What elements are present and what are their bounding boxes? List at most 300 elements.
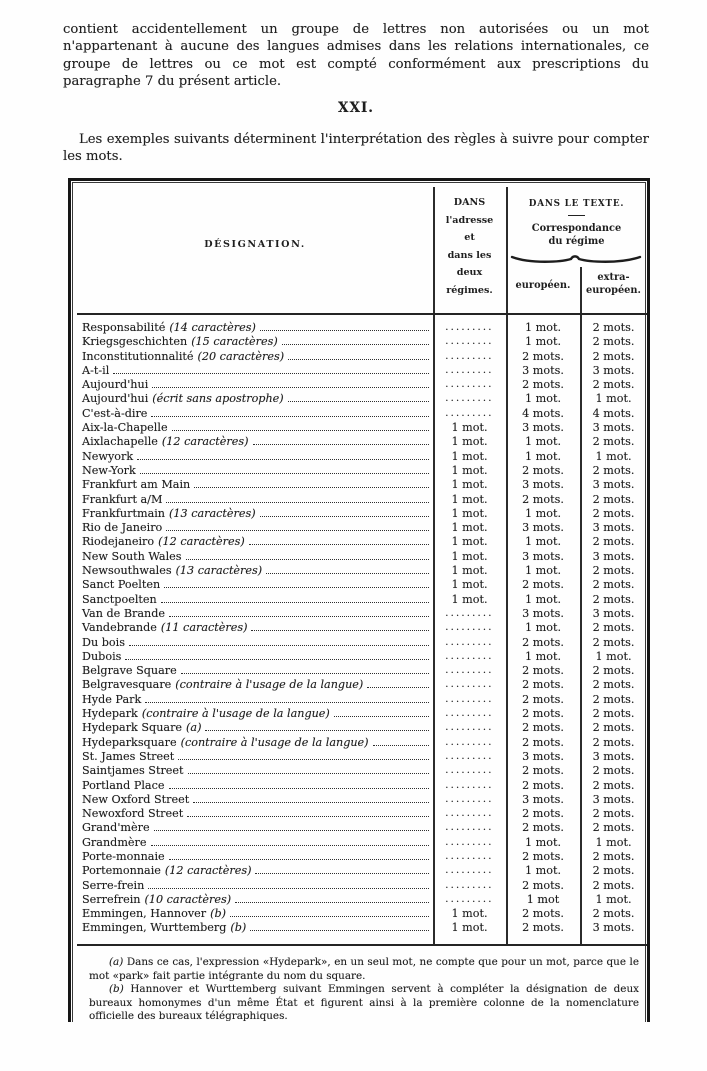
europeen-cell: 2 mots. (522, 849, 564, 863)
column-header-correspondance (506, 223, 647, 249)
address-cell: ......... (445, 879, 494, 891)
designation-text: New South Wales (82, 549, 182, 563)
europeen-cell: 1 mot. (524, 592, 562, 606)
extra-europeen-line: extra- (597, 272, 630, 283)
section-heading: XXI. (338, 100, 374, 116)
designation-note: (10 caractères) (144, 892, 232, 906)
dot-leader (181, 673, 429, 674)
designation-text: Newsouthwales (82, 564, 172, 578)
dot-leader (113, 373, 429, 374)
address-cell: ......... (445, 350, 494, 362)
europeen-cell: 1 mot. (524, 335, 562, 349)
table-row (77, 607, 647, 621)
extra-europeen-cell: 3 mots. (592, 421, 635, 435)
footnote-a-text: Dans ce cas, l'expression «Hydepark», en un seul mot, ne compte que pour un mot, parce que le mot «park» fait partie intégrante du nom du square. (89, 956, 639, 982)
table-row (77, 793, 647, 807)
table-row (77, 750, 647, 764)
extra-europeen-cell: 2 mots. (592, 535, 635, 549)
designation-text: Aixlachapelle (82, 435, 158, 449)
footnote-b-label: (b) (109, 983, 124, 995)
extra-europeen-cell: 3 mots. (592, 792, 635, 806)
designation-note: (20 caractères) (197, 349, 285, 363)
address-cell: ......... (445, 665, 494, 677)
europeen-cell: 1 mot. (524, 835, 562, 849)
address-cell: ......... (445, 793, 494, 805)
designation-cell (77, 864, 433, 878)
dot-leader (251, 630, 429, 631)
extra-europeen-cell: 2 mots. (592, 664, 635, 678)
extra-europeen-cell: 1 mot. (595, 392, 632, 406)
dot-leader (193, 802, 429, 803)
correspondance-line: Correspondance (531, 223, 622, 234)
designation-text: A-t-il (82, 363, 110, 377)
europeen-cell: 3 mots. (522, 363, 564, 377)
europeen-cell: 2 mots. (522, 349, 564, 363)
dot-leader (172, 430, 429, 431)
europeen-cell: 2 mots. (522, 778, 564, 792)
designation-text: Newoxford Street (82, 807, 184, 821)
table-row (77, 407, 647, 421)
designation-cell (77, 392, 433, 406)
address-cell: ......... (445, 393, 494, 405)
designation-cell (77, 321, 433, 335)
footnote-a (89, 956, 639, 983)
table-row (77, 464, 647, 478)
designation-text: Grand'mère (82, 821, 150, 835)
table-row (77, 364, 647, 378)
table-rows (77, 321, 647, 936)
table-row (77, 736, 647, 750)
europeen-cell: 2 mots. (522, 664, 564, 678)
extra-europeen-cell: 3 mots. (592, 478, 635, 492)
table-row (77, 664, 647, 678)
designation-text: Aujourd'hui (82, 378, 149, 392)
designation-cell (77, 836, 433, 850)
designation-cell (77, 364, 433, 378)
brace-icon (509, 253, 643, 265)
dot-leader (230, 916, 429, 917)
extra-europeen-cell: 3 mots. (592, 606, 635, 620)
dot-leader (129, 645, 429, 646)
table-row (77, 478, 647, 492)
table-row (77, 593, 647, 607)
europeen-cell: 2 mots. (522, 635, 564, 649)
designation-cell (77, 578, 433, 592)
table-row (77, 493, 647, 507)
address-cell: 1 mot. (451, 564, 488, 578)
table-row (77, 850, 647, 864)
designation-cell (77, 693, 433, 707)
designation-cell (77, 664, 433, 678)
designation-cell (77, 707, 433, 721)
address-cell: ......... (445, 336, 494, 348)
designation-cell (77, 893, 433, 907)
address-cell: 1 mot. (451, 506, 488, 520)
table-row (77, 550, 647, 564)
extra-europeen-cell: 2 mots. (592, 349, 635, 363)
designation-text: New-York (82, 463, 136, 477)
designation-note: (12 caractères) (158, 535, 245, 549)
table-row (77, 879, 647, 893)
europeen-cell: 3 mots. (522, 421, 564, 435)
table-row (77, 693, 647, 707)
column-header-extra-europeen (580, 272, 647, 297)
extra-europeen-cell: 2 mots. (592, 564, 635, 578)
europeen-cell: 3 mots. (522, 792, 564, 806)
extra-europeen-cell: 3 mots. (592, 521, 635, 535)
dot-leader (288, 401, 429, 402)
address-cell: ......... (445, 822, 494, 834)
designation-cell (77, 535, 433, 549)
address-cell: ......... (445, 693, 494, 705)
table-row (77, 435, 647, 449)
dot-leader (178, 759, 429, 760)
europeen-cell: 1 mot. (524, 321, 562, 334)
dot-leader (288, 359, 429, 360)
designation-cell (77, 807, 433, 821)
europeen-cell: 1 mot (526, 892, 560, 906)
address-cell: ......... (445, 750, 494, 762)
dot-leader (334, 716, 429, 717)
footnote-b (89, 983, 639, 1024)
designation-note: (13 caractères) (169, 506, 256, 520)
extra-europeen-cell: 2 mots. (592, 463, 635, 477)
designation-text: Serre-frein (82, 878, 145, 892)
designation-text: Aix-la-Chapelle (82, 421, 168, 435)
designation-text: Van de Brande (82, 606, 166, 620)
europeen-cell: 2 mots. (522, 578, 564, 592)
europeen-cell: 2 mots. (522, 721, 564, 735)
designation-text: Sanct Poelten (82, 578, 161, 592)
dot-leader (187, 816, 429, 817)
column-header-address (433, 194, 506, 300)
table-row (77, 678, 647, 692)
extra-europeen-cell: 2 mots. (592, 321, 635, 334)
address-cell: 1 mot. (451, 549, 488, 563)
address-cell: 1 mot. (451, 492, 488, 506)
designation-text: Kriegsgeschichten (82, 335, 188, 349)
designation-cell (77, 821, 433, 835)
table-row (77, 650, 647, 664)
europeen-cell: 2 mots. (522, 692, 564, 706)
europeen-cell: 2 mots. (522, 878, 564, 892)
extra-europeen-cell: 2 mots. (592, 878, 635, 892)
designation-note: (12 caractères) (164, 864, 252, 878)
correspondance-line: du régime (548, 235, 605, 247)
extra-europeen-cell: 4 mots. (592, 406, 635, 420)
dot-leader (166, 530, 429, 531)
footnote-b-text: Hannover et Wurttemberg suivant Emmingen servent à compléter la désignation de deux bureaux homonymes d'un même État et figurent ainsi à la première colonne de la nomenclature officielle des bureaux télégraphiques. (89, 983, 639, 1022)
designation-cell (77, 593, 433, 607)
europeen-cell: 2 mots. (522, 678, 564, 692)
europeen-cell: 2 mots. (522, 821, 564, 835)
designation-cell (77, 550, 433, 564)
address-cell: ......... (445, 836, 494, 848)
address-cell: ......... (445, 407, 494, 419)
extra-europeen-cell: 3 mots. (592, 363, 635, 377)
designation-text: C'est-à-dire (82, 406, 148, 420)
designation-cell (77, 521, 433, 535)
table-row (77, 921, 647, 935)
europeen-cell: 1 mot. (524, 535, 562, 549)
dot-leader (255, 873, 429, 874)
address-header-line: et (464, 232, 475, 244)
extra-europeen-cell: 2 mots. (592, 635, 635, 649)
europeen-cell: 2 mots. (522, 807, 564, 821)
europeen-cell: 2 mots. (522, 921, 564, 935)
table-row (77, 836, 647, 850)
dot-leader (235, 902, 429, 903)
column-header-texte: DANS LE TEXTE. (528, 199, 625, 209)
designation-cell (77, 435, 433, 449)
designation-text: Sanctpoelten (82, 592, 157, 606)
europeen-cell: 2 mots. (522, 907, 564, 921)
designation-note: (a) (186, 721, 202, 735)
extra-europeen-cell: 2 mots. (592, 907, 635, 921)
extra-europeen-cell: 2 mots. (592, 778, 635, 792)
dot-leader (140, 473, 429, 474)
dot-leader (250, 930, 429, 931)
dot-leader (282, 344, 429, 345)
designation-cell (77, 650, 433, 664)
lead-paragraph: Les exemples suivants déterminent l'interprétation des règles à suivre pour compter les mots. (63, 132, 649, 165)
designation-note: (11 caractères) (160, 621, 248, 635)
dot-leader (148, 888, 429, 889)
column-header-europeen: européen. (515, 280, 571, 291)
dot-leader (145, 702, 429, 703)
address-cell: 1 mot. (451, 535, 488, 549)
designation-text: Frankfurt am Main (82, 478, 191, 492)
designation-note: (écrit sans apostrophe) (152, 392, 284, 406)
table-row (77, 907, 647, 921)
dot-leader (367, 687, 429, 688)
address-header-line: régimes. (446, 284, 493, 296)
designation-cell (77, 879, 433, 893)
europeen-cell: 1 mot. (524, 864, 562, 878)
designation-text: Hyde Park (82, 692, 142, 706)
address-cell: ......... (445, 650, 494, 662)
dot-leader (266, 573, 429, 574)
table-row (77, 764, 647, 778)
table-row (77, 335, 647, 349)
extra-europeen-cell: 3 mots. (592, 749, 635, 763)
dash-rule (568, 215, 585, 216)
word-count-examples-table (68, 178, 650, 1022)
table-row (77, 421, 647, 435)
designation-text: Saintjames Street (82, 764, 184, 778)
designation-cell (77, 421, 433, 435)
address-cell: ......... (445, 779, 494, 791)
dot-leader (194, 487, 429, 488)
footnotes (89, 956, 639, 1024)
address-header-line: deux (456, 267, 483, 279)
designation-cell (77, 793, 433, 807)
dot-leader (260, 330, 429, 331)
designation-text: Hydepark (82, 707, 138, 721)
extra-europeen-cell: 2 mots. (592, 735, 635, 749)
dot-leader (152, 387, 429, 388)
extra-europeen-cell: 1 mot. (595, 892, 632, 906)
extra-europeen-cell: 1 mot. (595, 835, 632, 849)
designation-cell (77, 736, 433, 750)
dot-leader (260, 516, 429, 517)
designation-cell (77, 378, 433, 392)
dot-leader (151, 416, 429, 417)
extra-europeen-cell: 2 mots. (592, 335, 635, 349)
designation-text: Riodejaneiro (82, 535, 155, 549)
designation-note: (b) (230, 921, 247, 935)
dot-leader (137, 459, 429, 460)
column-header-designation: DÉSIGNATION. (204, 239, 306, 250)
address-cell: ......... (445, 722, 494, 734)
address-cell: 1 mot. (451, 449, 488, 463)
extra-europeen-cell: 2 mots. (592, 692, 635, 706)
extra-europeen-cell: 2 mots. (592, 492, 635, 506)
table-row (77, 321, 647, 335)
designation-note: (b) (210, 907, 227, 921)
table-row (77, 507, 647, 521)
extra-europeen-cell: 3 mots. (592, 549, 635, 563)
designation-note: (12 caractères) (161, 435, 249, 449)
table-content (77, 187, 647, 1022)
designation-text: Portemonnaie (82, 864, 161, 878)
designation-text: Belgravesquare (82, 678, 172, 692)
dot-leader (154, 830, 429, 831)
designation-note: (contraire à l'usage de la langue) (175, 678, 364, 692)
designation-cell (77, 750, 433, 764)
address-cell: ......... (445, 379, 494, 391)
dot-leader (151, 845, 429, 846)
extra-europeen-cell: 2 mots. (592, 849, 635, 863)
dot-leader (169, 788, 430, 789)
designation-cell (77, 636, 433, 650)
extra-europeen-cell: 2 mots. (592, 807, 635, 821)
designation-text: Hydeparksquare (82, 735, 177, 749)
extra-europeen-cell: 1 mot. (595, 649, 632, 663)
europeen-cell: 1 mot. (524, 564, 562, 578)
designation-cell (77, 507, 433, 521)
designation-text: Belgrave Square (82, 664, 177, 678)
dot-leader (161, 602, 429, 603)
designation-cell (77, 721, 433, 735)
address-cell: ......... (445, 865, 494, 877)
address-cell: ......... (445, 636, 494, 648)
address-cell: 1 mot. (451, 907, 488, 921)
extra-europeen-cell: 2 mots. (592, 435, 635, 449)
designation-cell (77, 779, 433, 793)
dot-leader (125, 659, 429, 660)
designation-note: (14 caractères) (169, 321, 256, 334)
table-row (77, 378, 647, 392)
address-cell: ......... (445, 893, 494, 905)
designation-text: Newyork (82, 449, 134, 463)
address-cell: ......... (445, 765, 494, 777)
designation-cell (77, 564, 433, 578)
table-row (77, 821, 647, 835)
extra-europeen-cell: 2 mots. (592, 821, 635, 835)
address-header-line: dans les (447, 249, 492, 261)
extra-europeen-cell: 3 mots. (592, 921, 635, 935)
extra-europeen-cell: 1 mot. (595, 449, 632, 463)
designation-cell (77, 607, 433, 621)
address-cell: 1 mot. (451, 592, 488, 606)
designation-text: Grandmère (82, 835, 147, 849)
dot-leader (169, 616, 429, 617)
extra-europeen-line: européen. (586, 284, 641, 296)
designation-text: Serrefrein (82, 892, 141, 906)
europeen-cell: 1 mot. (524, 506, 562, 520)
designation-cell (77, 478, 433, 492)
europeen-cell: 3 mots. (522, 606, 564, 620)
extra-europeen-cell: 2 mots. (592, 578, 635, 592)
table-row (77, 893, 647, 907)
table-row (77, 864, 647, 878)
extra-europeen-cell: 2 mots. (592, 678, 635, 692)
table-row (77, 350, 647, 364)
europeen-cell: 1 mot. (524, 392, 562, 406)
address-cell: ......... (445, 364, 494, 376)
extra-europeen-cell: 2 mots. (592, 721, 635, 735)
table-row (77, 621, 647, 635)
designation-cell (77, 335, 433, 349)
dot-leader (373, 745, 429, 746)
extra-europeen-cell: 2 mots. (592, 764, 635, 778)
dot-leader (188, 773, 429, 774)
extra-europeen-cell: 2 mots. (592, 707, 635, 721)
designation-cell (77, 350, 433, 364)
designation-note: (15 caractères) (191, 335, 278, 349)
address-cell: 1 mot. (451, 435, 488, 449)
designation-text: Porte-monnaie (82, 849, 165, 863)
extra-europeen-cell: 2 mots. (592, 506, 635, 520)
europeen-cell: 3 mots. (522, 478, 564, 492)
designation-text: New Oxford Street (82, 792, 190, 806)
europeen-cell: 4 mots. (522, 406, 564, 420)
column-group-texte (506, 187, 647, 313)
table-row (77, 779, 647, 793)
designation-text: Inconstitutionnalité (82, 349, 194, 363)
dot-leader (205, 730, 429, 731)
address-cell: ......... (445, 607, 494, 619)
address-cell: ......... (445, 736, 494, 748)
designation-cell (77, 464, 433, 478)
address-cell: 1 mot. (451, 521, 488, 535)
dot-leader (166, 502, 429, 503)
europeen-cell: 2 mots. (522, 378, 564, 392)
dot-leader (249, 544, 429, 545)
designation-cell (77, 407, 433, 421)
extra-europeen-cell: 2 mots. (592, 592, 635, 606)
address-cell: ......... (445, 322, 494, 333)
table-row (77, 707, 647, 721)
designation-note: (13 caractères) (175, 564, 263, 578)
europeen-cell: 1 mot. (524, 621, 562, 635)
designation-text: Hydepark Square (82, 721, 183, 735)
address-cell: 1 mot. (451, 578, 488, 592)
dot-leader (169, 859, 429, 860)
designation-cell (77, 621, 433, 635)
designation-note: (contraire à l'usage de la langue) (141, 707, 330, 721)
address-cell: ......... (445, 708, 494, 720)
designation-text: Aujourd'hui (82, 392, 149, 406)
europeen-cell: 3 mots. (522, 521, 564, 535)
footnote-a-label: (a) (109, 956, 124, 968)
intro-paragraph: contient accidentellement un groupe de lettres non autorisées ou un mot n'appartenant à aucune des langues admises dans les relations internationales, ce groupe de lettres ou ce mot est compté conformément aux prescriptions du paragraphe 7 du présent article. (63, 22, 649, 89)
table-row (77, 578, 647, 592)
address-cell: ......... (445, 622, 494, 634)
designation-cell (77, 921, 433, 935)
dot-leader (186, 559, 429, 560)
